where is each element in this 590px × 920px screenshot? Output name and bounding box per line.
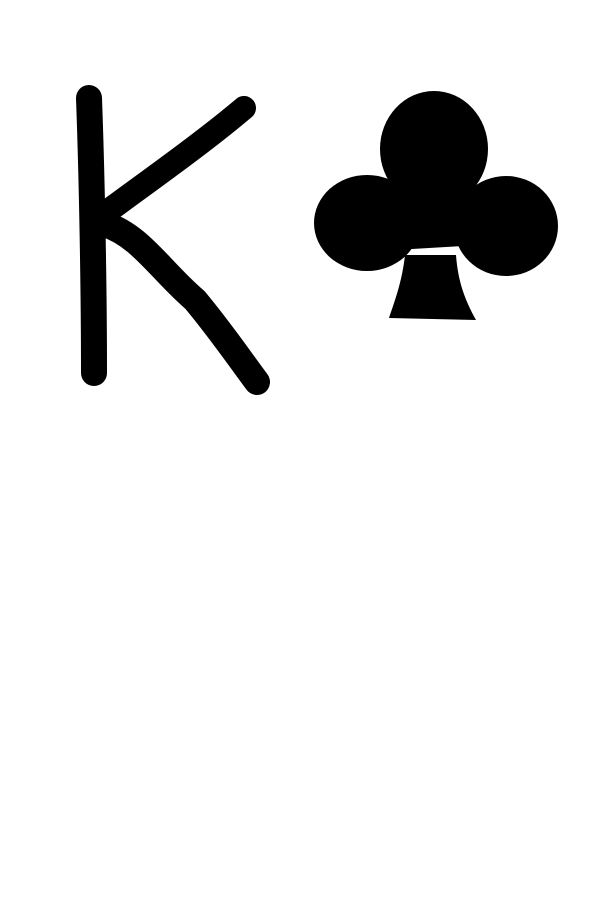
club-icon: [314, 91, 558, 320]
club-stem: [389, 255, 476, 320]
rank-k-glyph: [89, 98, 257, 382]
rank-k-stem: [89, 98, 94, 373]
club-center: [395, 185, 480, 250]
rank-k-lower-leg: [104, 224, 257, 382]
rank-k-upper-arm: [104, 108, 244, 214]
